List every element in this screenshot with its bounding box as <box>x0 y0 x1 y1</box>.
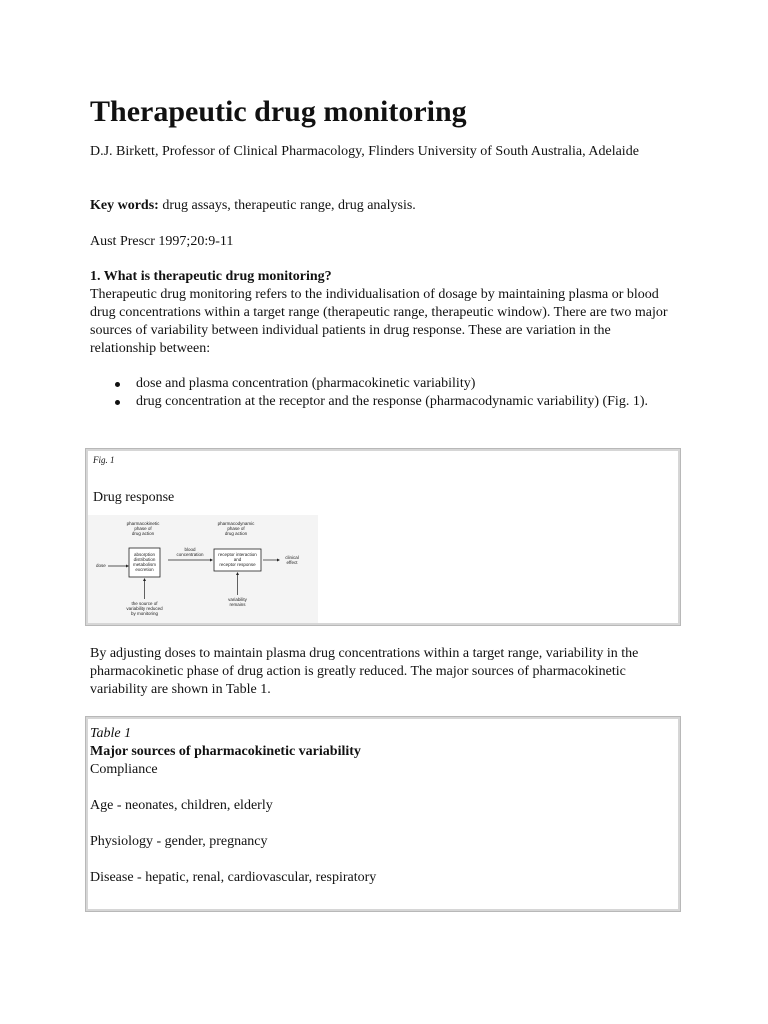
pk-note-line-3: by monitoring <box>130 611 159 616</box>
list-item: dose and plasma concentration (pharmacokinetic variability) <box>90 375 690 393</box>
pk-phase-label-1: pharmacokinetic <box>126 521 160 526</box>
table-row: Compliance <box>90 762 158 777</box>
section-heading <box>90 268 670 286</box>
pd-phase-label-3: drug action <box>224 531 248 536</box>
page-title: Therapeutic drug monitoring <box>90 95 467 128</box>
pd-box-line-1: receptor interaction <box>218 552 257 557</box>
figure-label: Fig. 1 <box>93 455 115 465</box>
blood-conc-label-1: blood <box>184 547 196 552</box>
section-heading-text: 1. What is therapeutic drug monitoring? <box>90 269 332 284</box>
pk-box-line-4: excretion <box>135 567 154 572</box>
author-line: D.J. Birkett, Professor of Clinical Pharmacology, Flinders University of South Australia, Adelaide <box>90 144 639 159</box>
pk-note-line-1: the source of <box>131 601 158 606</box>
clinical-effect-label-1: clinical <box>285 555 299 560</box>
bullet-list <box>90 375 690 411</box>
table-box <box>85 716 681 912</box>
figure-box <box>85 448 681 626</box>
pd-note-line-1: variability <box>228 597 247 602</box>
drug-response-diagram <box>88 515 318 623</box>
pk-box-line-2: distribution <box>133 557 156 562</box>
table-row: Disease - hepatic, renal, cardiovascular, respiratory <box>90 870 377 885</box>
table-row: Age - neonates, children, elderly <box>90 798 273 813</box>
blood-conc-label-2: concentration <box>176 552 204 557</box>
pk-note-line-2: variability reduced <box>126 606 163 611</box>
diagram-background <box>88 515 318 623</box>
pd-box-line-2: and <box>233 557 242 562</box>
table-label: Table 1 <box>90 726 132 741</box>
table-title: Major sources of pharmacokinetic variability <box>90 744 361 759</box>
list-item: drug concentration at the receptor and the response (pharmacodynamic variability) (Fig. 1). <box>90 393 690 411</box>
dose-label: dose <box>96 563 106 568</box>
pd-phase-label-2: phase of <box>227 526 245 531</box>
keywords-line <box>90 197 670 215</box>
figure-title: Drug response <box>93 490 175 505</box>
pk-box-line-3: metabolism <box>132 562 157 567</box>
table-row: Physiology - gender, pregnancy <box>90 834 268 849</box>
keywords-label: Key words: <box>90 198 159 213</box>
clinical-effect-label-2: effect <box>286 560 298 565</box>
pk-box-line-1: absorption <box>133 552 156 557</box>
pd-note-line-2: remains <box>229 602 246 607</box>
section-body: Therapeutic drug monitoring refers to the individualisation of dosage by maintaining plasma or blood drug concentrations within a target range (therapeutic range, therapeutic window). There are two major sources of variability between individual patients in drug response. These are variation in the relationship between: <box>90 287 668 356</box>
pk-phase-label-2: phase of <box>134 526 152 531</box>
keywords-text: drug assays, therapeutic range, drug analysis. <box>162 198 416 213</box>
pd-phase-label-1: pharmacodynamic <box>217 521 255 526</box>
citation: Aust Prescr 1997;20:9-11 <box>90 234 234 249</box>
pd-box-line-3: receptor response <box>219 562 256 567</box>
pk-phase-label-3: drug action <box>131 531 155 536</box>
paragraph-2: By adjusting doses to maintain plasma drug concentrations within a target range, variability in the pharmacokinetic phase of drug action is greatly reduced. The major sources of pharmacokinetic variability are shown in Table 1. <box>90 646 639 697</box>
